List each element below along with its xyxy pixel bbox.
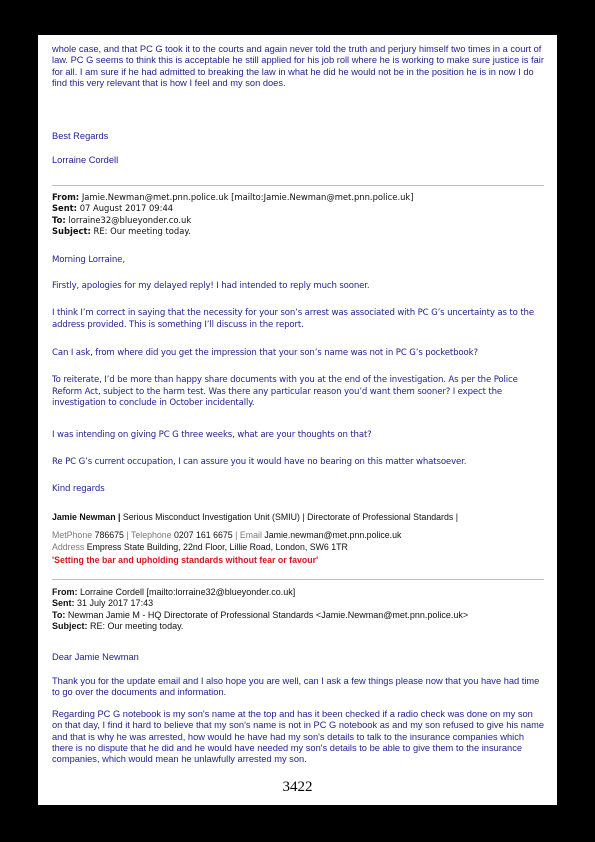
to-address: lorraine32@blueyonder.co.uk <box>68 214 192 225</box>
sent-date: 07 August 2017 09:44 <box>79 203 174 214</box>
email-header-2 <box>52 587 545 633</box>
from-address: Jamie.Newman@met.pnn.police.uk [mailto:Jamie.Newman@met.pnn.police.uk] <box>81 192 414 202</box>
body-paragraph: Thank you for the update email and I also hope you are well, can I ask a few things please now that you have had time to go over the documents and information. <box>52 676 540 698</box>
address-text: Empress State Building, 22nd Floor, Lillie Road, London, SW6 1TR <box>86 542 348 552</box>
body-paragraph: Can I ask, from where did you get the impression that your son’s name was not in PC G’s pocketbook? <box>52 348 478 358</box>
subject-text: RE: Our meeting today. <box>90 621 184 632</box>
best-regards: Best Regards <box>52 131 109 141</box>
from-line: From: Jamie.Newman@met.pnn.police.uk [mailto:Jamie.Newman@met.pnn.police.uk] <box>52 192 414 202</box>
sender-name: Lorraine Cordell <box>52 155 119 165</box>
greeting: Dear Jamie Newman <box>52 652 139 662</box>
metphone-number: 786675 <box>94 530 124 540</box>
body-paragraph: To reiterate, I’d be more than happy share documents with you at the end of the investigation. As per the Police Reform Act, subject to the harm test. Was there any particular reason you’d want them sooner? I expect the investigation to conclude in October incidentally. <box>52 375 518 409</box>
address-line: Address Empress State Building, 22nd Floor, Lillie Road, London, SW6 1TR <box>52 542 348 552</box>
subject-line: Subject: RE: Our meeting today. <box>52 621 184 632</box>
telephone-number: 0207 161 6675 <box>174 530 233 540</box>
sent-line: Sent: 07 August 2017 09:44 <box>52 203 174 214</box>
signature-name: Jamie Newman | <box>52 512 121 522</box>
kind-regards: Kind regards <box>52 484 105 494</box>
subject-line: Subject: RE: Our meeting today. <box>52 225 191 236</box>
signature-line <box>52 512 545 523</box>
body-paragraph: Regarding PC G notebook is my son's name at the top and has it been checked if a radio check was done on my son on that day, I find it hard to believe that my son's name is not in PC G notebook as and my son refused to give his name and that is why he was arrested, how would he have had my son's details to talk to the insurance companies which there is no dispute that he did and he would have needed my son's details to be able to give them to the insurance companies, which would mean he unlawfully arrested my son. <box>52 709 545 765</box>
closing-paragraph: whole case, and that PC G took it to the courts and again never told the truth and perjury himself two times in a court of law. PC G seems to think this is acceptable he still applied for his job roll where he is working to make sure justice is fair for all. I am sure if he had admitted to breaking the law in what he did he would not be in the position he is in now I do find this very relevant that is how I feel and my son does. <box>52 44 544 88</box>
subject-text: RE: Our meeting today. <box>93 225 191 236</box>
to-line: To: Newman Jamie M - HQ Directorate of Professional Standards <Jamie.Newman@met.pnn.police.uk> <box>52 609 469 620</box>
to-address: Newman Jamie M - HQ Directorate of Professional Standards <Jamie.Newman@met.pnn.police.uk> <box>67 609 469 620</box>
motto: 'Setting the bar and upholding standards without fear or favour' <box>52 555 319 565</box>
to-line: To: lorraine32@blueyonder.co.uk <box>52 214 192 225</box>
page-number: 3422 <box>282 779 313 795</box>
separator-line <box>52 185 544 186</box>
signature-unit: Serious Misconduct Investigation Unit (SMIU) | Directorate of Professional Standards | <box>120 512 458 522</box>
sent-date: 31 July 2017 17:43 <box>77 598 154 609</box>
email-header-1 <box>52 192 545 237</box>
contact-line: MetPhone 786675 | Telephone 0207 161 6675 | Email Jamie.newman@met.pnn.police.uk <box>52 530 402 540</box>
from-line: From: Lorraine Cordell [mailto:lorraine32@blueyonder.co.uk] <box>52 587 296 597</box>
sent-line: Sent: 31 July 2017 17:43 <box>52 598 154 609</box>
body-paragraph: Firstly, apologies for my delayed reply! I had intended to reply much sooner. <box>52 281 370 291</box>
body-paragraph: I was intending on giving PC G three weeks, what are your thoughts on that? <box>52 430 372 440</box>
greeting: Morning Lorraine, <box>52 255 125 265</box>
document-page <box>38 35 557 805</box>
email-address: Jamie.newman@met.pnn.police.uk <box>264 530 402 540</box>
body-paragraph: Re PC G’s current occupation, I can assure you it would have no bearing on this matter whatsoever. <box>52 457 467 467</box>
from-address: Lorraine Cordell [mailto:lorraine32@blueyonder.co.uk] <box>80 587 296 597</box>
body-paragraph: I think I’m correct in saying that the necessity for your son’s arrest was associated with PC G’s uncertainty as to the address provided. This is something I’ll discuss in the report. <box>52 308 534 330</box>
separator-line <box>52 579 544 580</box>
